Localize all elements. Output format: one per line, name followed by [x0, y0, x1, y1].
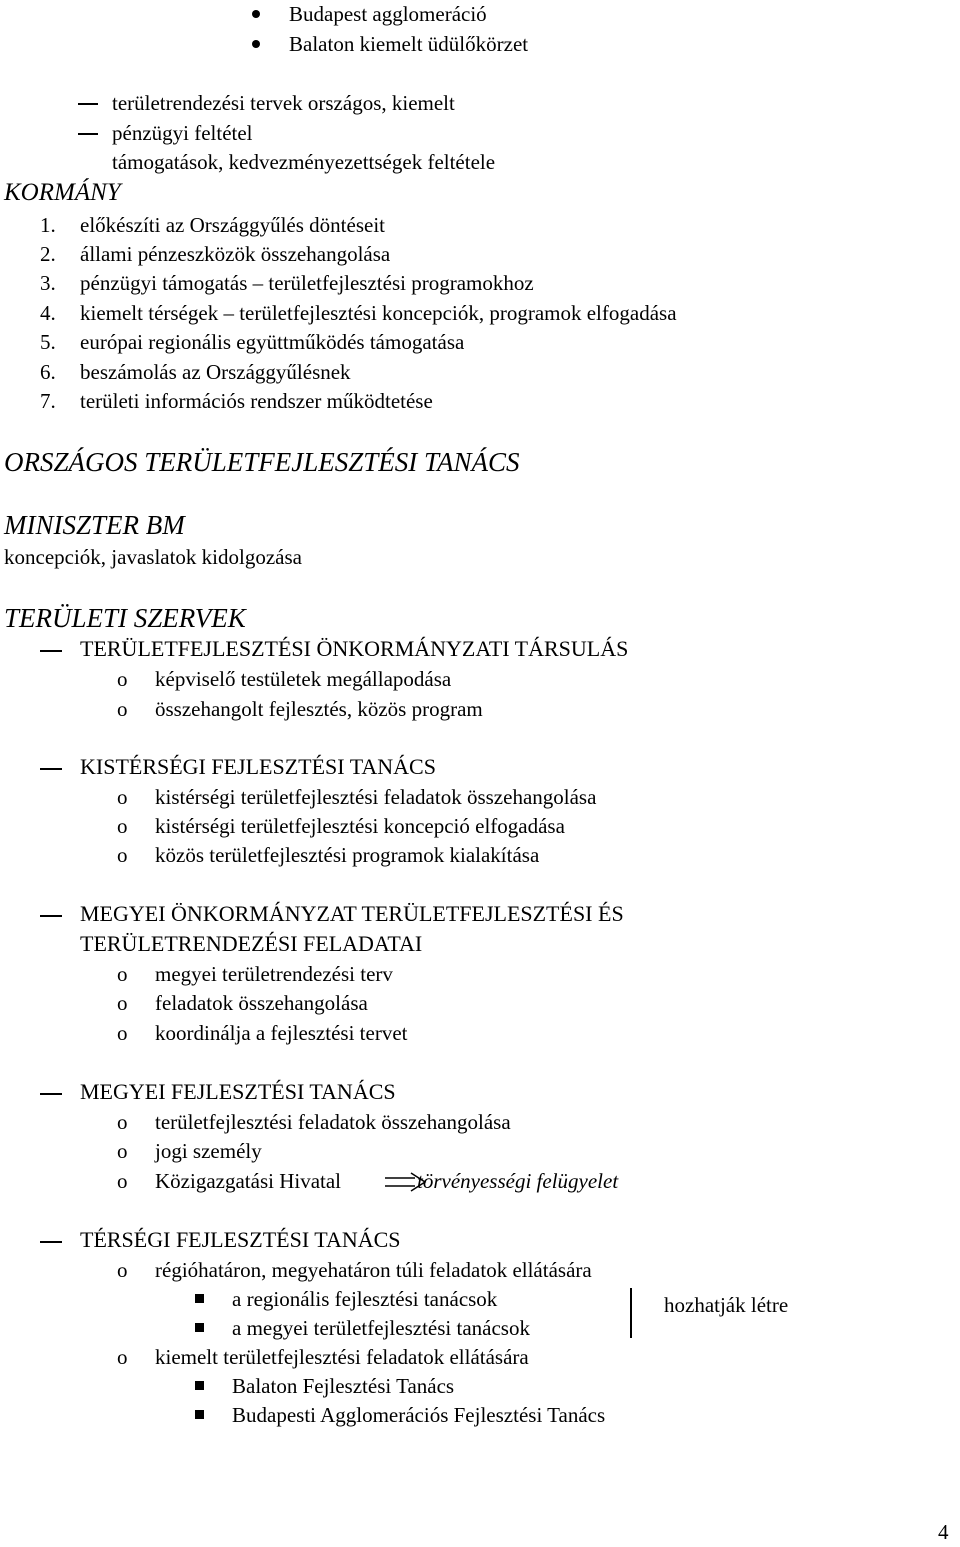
- sub-item-text: képviselő testületek megállapodása: [155, 667, 452, 691]
- o-marker: o: [117, 1345, 128, 1369]
- o-marker: o: [117, 843, 128, 867]
- sub-item-text: összehangolt fejlesztés, közös program: [155, 697, 483, 721]
- sub-item-text: kistérségi területfejlesztési koncepció elfogadása: [155, 814, 565, 838]
- page-number: 4: [938, 1520, 949, 1544]
- kormany-item-text: pénzügyi támogatás – területfejlesztési programokhoz: [80, 271, 534, 295]
- kormany-item-num: 5.: [40, 330, 56, 354]
- section-title: TÉRSÉGI FEJLESZTÉSI TANÁCS: [80, 1227, 401, 1252]
- o-marker: o: [117, 1258, 128, 1282]
- dash-marker: [78, 103, 98, 105]
- square-bullet: [195, 1323, 204, 1332]
- o-marker: o: [117, 785, 128, 809]
- dash-marker: [40, 768, 62, 770]
- miniszter-desc: koncepciók, javaslatok kidolgozása: [4, 545, 302, 569]
- kormany-item-num: 3.: [40, 271, 56, 295]
- sub-item-text: kistérségi területfejlesztési feladatok összehangolása: [155, 785, 597, 809]
- kormany-item-text: európai regionális együttműködés támogatása: [80, 330, 465, 354]
- sub-item-text: régióhatáron, megyehatáron túli feladatok ellátására: [155, 1258, 592, 1282]
- kormany-item-text: beszámolás az Országgyűlésnek: [80, 360, 351, 384]
- sub-item-text: jogi személy: [155, 1139, 262, 1163]
- kormany-item-text: területi információs rendszer működtetése: [80, 389, 433, 413]
- section-title: TERÜLETFEJLESZTÉSI ÖNKORMÁNYZATI TÁRSULÁS: [80, 636, 629, 661]
- sub-item-text: kiemelt területfejlesztési feladatok ellátására: [155, 1345, 529, 1369]
- sub-item-text: területfejlesztési feladatok összehangolása: [155, 1110, 511, 1134]
- o-marker: o: [117, 814, 128, 838]
- teruleti-title: TERÜLETI SZERVEK: [4, 603, 246, 633]
- bullet-text: Balaton kiemelt üdülőkörzet: [289, 32, 529, 56]
- sub-item-text: koordinálja a fejlesztési tervet: [155, 1021, 408, 1045]
- dash-item-text: területrendezési tervek országos, kiemelt: [112, 91, 455, 115]
- section-title: MEGYEI ÖNKORMÁNYZAT TERÜLETFEJLESZTÉSI ÉS: [80, 901, 624, 926]
- section-title: MEGYEI FEJLESZTÉSI TANÁCS: [80, 1079, 396, 1104]
- subsub-item-text: a regionális fejlesztési tanácsok: [232, 1287, 498, 1311]
- o-marker: o: [117, 1021, 128, 1045]
- square-bullet: [195, 1381, 204, 1390]
- kormany-item-text: kiemelt térségek – területfejlesztési koncepciók, programok elfogadása: [80, 301, 677, 325]
- sub-item-text: Közigazgatási Hivatal: [155, 1169, 342, 1193]
- brace-bar: [630, 1288, 632, 1338]
- kormany-item-num: 6.: [40, 360, 56, 384]
- square-bullet: [195, 1410, 204, 1419]
- o-marker: o: [117, 1110, 128, 1134]
- dash-item-text: támogatások, kedvezményezettségek feltétele: [112, 150, 496, 174]
- bullet-text: Budapest agglomeráció: [289, 2, 487, 26]
- dash-item-text: pénzügyi feltétel: [112, 121, 253, 145]
- kormany-item-num: 4.: [40, 301, 56, 325]
- section-title: KISTÉRSÉGI FEJLESZTÉSI TANÁCS: [80, 754, 436, 779]
- subsub-item-text: a megyei területfejlesztési tanácsok: [232, 1316, 530, 1340]
- dash-marker: [40, 1093, 62, 1095]
- subsub-item-text: Budapesti Agglomerációs Fejlesztési Tanács: [232, 1403, 606, 1427]
- bullet-dot: [252, 10, 260, 18]
- sub-item-text: megyei területrendezési terv: [155, 962, 393, 986]
- sub-item-text: feladatok összehangolása: [155, 991, 368, 1015]
- square-bullet: [195, 1294, 204, 1303]
- o-marker: o: [117, 962, 128, 986]
- otft-title: ORSZÁGOS TERÜLETFEJLESZTÉSI TANÁCS: [4, 447, 520, 477]
- o-marker: o: [117, 991, 128, 1015]
- dash-marker: [40, 650, 62, 652]
- o-marker: o: [117, 1139, 128, 1163]
- kormany-item-num: 7.: [40, 389, 56, 413]
- kormany-item-text: előkészíti az Országgyűlés döntéseit: [80, 213, 385, 237]
- kormany-item-text: állami pénzeszközök összehangolása: [80, 242, 391, 266]
- bullet-dot: [252, 40, 260, 48]
- o-marker: o: [117, 697, 128, 721]
- side-note: hozhatják létre: [664, 1293, 789, 1317]
- subsub-item-text: Balaton Fejlesztési Tanács: [232, 1374, 455, 1398]
- dash-marker: [40, 915, 62, 917]
- o-marker: o: [117, 667, 128, 691]
- miniszter-title: MINISZTER BM: [4, 510, 185, 540]
- kormany-title: KORMÁNY: [4, 179, 121, 206]
- kormany-item-num: 2.: [40, 242, 56, 266]
- kormany-item-num: 1.: [40, 213, 56, 237]
- dash-marker: [78, 133, 98, 135]
- sub-item-text: törvényességi felügyelet: [417, 1169, 619, 1193]
- o-marker: o: [117, 1169, 128, 1193]
- sub-item-text: közös területfejlesztési programok kialakítása: [155, 843, 540, 867]
- section-title: TERÜLETRENDEZÉSI FELADATAI: [80, 931, 423, 956]
- dash-marker: [40, 1241, 62, 1243]
